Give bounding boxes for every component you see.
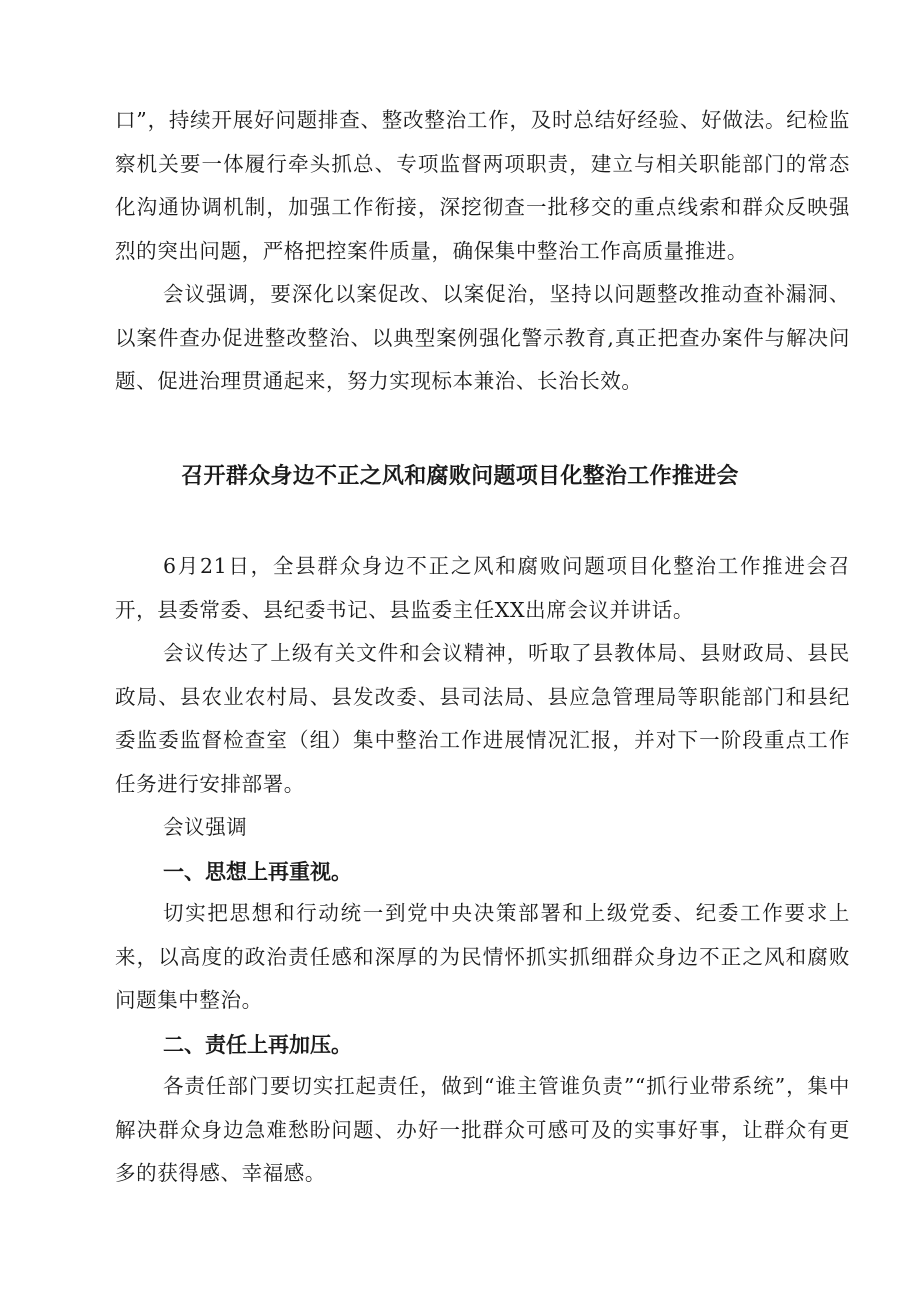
- emphasis-paragraph: 会议强调，要深化以案促改、以案促治，坚持以问题整改推动查补漏洞、以案件查办促进整改整治、以典型案例强化警示教育,真正把查办案件与解决问题、促进治理贯通起来，努力实现标本兼治、长治长效。: [115, 282, 850, 393]
- heading-one-paragraph: 切实把思想和行动统一到党中央决策部署和上级党委、纪委工作要求上来，以高度的政治责任感和深厚的为民情怀抓实抓细群众身边不正之风和腐败问题集中整治。: [115, 901, 850, 1012]
- emphasis-lead-paragraph: 会议强调: [163, 815, 248, 839]
- meeting-paragraph: 6月21日，全县群众身边不正之风和腐败问题项目化整治工作推进会召开，县委常委、县纪委书记、县监委主任XX出席会议并讲话。: [115, 554, 850, 622]
- heading-two: 二、责任上再加压。: [163, 1033, 352, 1057]
- reports-paragraph: 会议传达了上级有关文件和会议精神，听取了县教体局、县财政局、县民政局、县农业农村局、县发改委、县司法局、县应急管理局等职能部门和县纪委监委监督检查室（组）集中整治工作进展情况汇报，并对下一阶段重点工作任务进行安排部署。: [115, 641, 850, 796]
- heading-one: 一、思想上再重视。: [163, 860, 352, 884]
- continuation-paragraph: 口”，持续开展好问题排查、整改整治工作，及时总结好经验、好做法。纪检监察机关要一体履行牵头抓总、专项监督两项职责，建立与相关职能部门的常态化沟通协调机制，加强工作衔接，深挖彻查一批移交的重点线索和群众反映强烈的突出问题，严格把控案件质量，确保集中整治工作高质量推进。: [115, 108, 850, 263]
- section-title: 召开群众身边不正之风和腐败问题项目化整治工作推进会: [181, 464, 739, 489]
- heading-two-paragraph: 各责任部门要切实扛起责任，做到“谁主管谁负责”“抓行业带系统”，集中解决群众身边急难愁盼问题、办好一批群众可感可及的实事好事，让群众有更多的获得感、幸福感。: [115, 1074, 850, 1185]
